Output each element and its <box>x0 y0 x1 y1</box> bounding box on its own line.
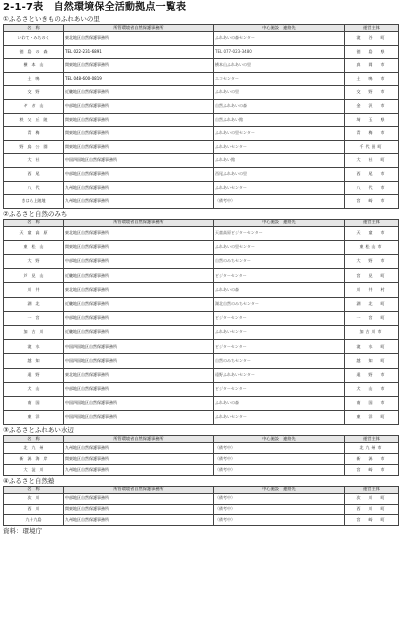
center-cell: 自然のみちセンター <box>214 354 345 368</box>
table-row <box>4 515 399 526</box>
table-row <box>4 127 399 141</box>
table-row <box>4 195 399 209</box>
table-row <box>4 72 399 86</box>
office-cell: 近畿地区自然保護事務所 <box>64 297 214 311</box>
operator-cell: 青 梅 市 <box>345 127 399 141</box>
facility-name-cell: 青 梅 <box>4 127 64 141</box>
office-cell: 中部地区自然保護事務所 <box>64 99 214 113</box>
office-cell: 関東地区自然保護事務所 <box>64 113 214 127</box>
operator-cell: 宮 崎 市 <box>345 195 399 209</box>
facility-name-cell: 交 野 <box>4 86 64 100</box>
office-cell: 近畿地区自然保護事務所 <box>64 269 214 283</box>
operator-cell: 土 鳴 市 <box>345 72 399 86</box>
facility-name-cell: 次 川 <box>4 493 64 504</box>
header-unit: 運営主体 <box>345 486 399 493</box>
operator-cell: 東 洋 町 <box>345 411 399 425</box>
table-row <box>4 454 399 465</box>
header-unit: 運営主体 <box>345 436 399 443</box>
operator-cell: 大 社 町 <box>345 154 399 168</box>
table-row <box>4 340 399 354</box>
center-cell: 西尾ふれあいの里 <box>214 167 345 181</box>
table-row <box>4 297 399 311</box>
facility-name-cell: 加 古 川 <box>4 326 64 340</box>
center-cell: TEL 077-023-3480 <box>214 45 345 59</box>
operator-cell: 八 代 市 <box>345 181 399 195</box>
section-title-2: ②ふるさと自然のみち <box>3 209 68 218</box>
center-cell: （備考中） <box>214 195 345 209</box>
center-cell: ビジターセンター <box>214 311 345 325</box>
operator-cell: 加古川市 <box>345 326 399 340</box>
office-cell: 中部地区自然保護事務所 <box>64 255 214 269</box>
center-cell: ビジターセンター <box>214 269 345 283</box>
table-row <box>4 86 399 100</box>
table-header-row <box>4 486 399 493</box>
facility-name-cell: 西 尾 <box>4 167 64 181</box>
page-title: 2-1-7表 自然環境保全活動拠点一覧表 <box>3 2 187 13</box>
operator-cell: 真 岡 市 <box>345 59 399 73</box>
table-row <box>4 226 399 240</box>
center-cell: 自然のみちセンター <box>214 255 345 269</box>
operator-cell: 川 井 村 <box>345 283 399 297</box>
office-cell: 九州地区自然保護事務所 <box>64 443 214 454</box>
operator-cell: 滝 水 町 <box>345 340 399 354</box>
table-row <box>4 443 399 454</box>
operator-cell: 南 国 市 <box>345 396 399 410</box>
table-row <box>4 167 399 181</box>
center-cell: （備考中） <box>214 515 345 526</box>
operator-cell: 越 知 町 <box>345 354 399 368</box>
operator-cell: 宮 崎 市 <box>345 464 399 475</box>
header-center: 中心施設 連絡先 <box>214 436 345 443</box>
facility-name-cell: 東 洋 <box>4 411 64 425</box>
facility-name-cell: 土 鳴 <box>4 72 64 86</box>
operator-cell: 新 潟 市 <box>345 454 399 465</box>
table-row <box>4 154 399 168</box>
center-cell: ふれあいの里センター <box>214 127 345 141</box>
facility-name-cell: 天 童 高 原 <box>4 226 64 240</box>
table-section-3 <box>3 435 399 475</box>
table-row <box>4 240 399 254</box>
section-title-4: ④ふるさと自然塾 <box>3 476 55 485</box>
operator-cell: 宮 見 町 <box>345 269 399 283</box>
header-office: 所管環境省自然保護事務所 <box>64 219 214 226</box>
operator-cell: 徳 島 県 <box>345 45 399 59</box>
facility-name-cell: 新 潟 海 岸 <box>4 454 64 465</box>
table-row <box>4 464 399 475</box>
office-cell: TEL 048-600-0819 <box>64 72 214 86</box>
office-cell: 九州地区自然保護事務所 <box>64 515 214 526</box>
operator-cell: 金 沢 市 <box>345 99 399 113</box>
office-cell: TEL 022-231-6891 <box>64 45 214 59</box>
operator-cell: 一 宮 町 <box>345 311 399 325</box>
operator-cell: 西 川 町 <box>345 504 399 515</box>
facility-name-cell: 芦 見 山 <box>4 269 64 283</box>
center-cell: 遠野ふれあいセンター <box>214 368 345 382</box>
center-cell: 横本山ふれあいの里 <box>214 59 345 73</box>
facility-name-cell: 大 社 <box>4 154 64 168</box>
facility-name-cell: 東 松 山 <box>4 240 64 254</box>
table-row <box>4 411 399 425</box>
table-row <box>4 255 399 269</box>
header-center: 中心施設 連絡先 <box>214 219 345 226</box>
header-office: 所管環境省自然保護事務所 <box>64 486 214 493</box>
table-row <box>4 504 399 515</box>
operator-cell: 宮 崎 町 <box>345 515 399 526</box>
center-cell: ふれあいの森センター <box>214 32 345 46</box>
office-cell: 九州地区自然保護事務所 <box>64 181 214 195</box>
header-name: 名 称 <box>4 436 64 443</box>
office-cell: 東北地区自然保護事務所 <box>64 226 214 240</box>
center-cell: ふれあいの里センター <box>214 240 345 254</box>
facility-name-cell: 一 宮 <box>4 311 64 325</box>
table-row <box>4 382 399 396</box>
operator-cell: 遠 野 市 <box>345 368 399 382</box>
office-cell: 関東地区自然保護事務所 <box>64 127 214 141</box>
facility-name-cell: きはら上陵地 <box>4 195 64 209</box>
operator-cell: 交 野 市 <box>345 86 399 100</box>
source-note: 資料：環境庁 <box>3 527 42 536</box>
facility-name-cell: 犬 山 <box>4 382 64 396</box>
facility-name-cell: 九十九島 <box>4 515 64 526</box>
table-row <box>4 99 399 113</box>
office-cell: 中国四国地区自然保護事務所 <box>64 396 214 410</box>
header-name: 名 称 <box>4 486 64 493</box>
section-title-3: ③ふるさとふれあい水辺 <box>3 426 74 435</box>
center-cell: （備考中） <box>214 504 345 515</box>
operator-cell: 埼 玉 県 <box>345 113 399 127</box>
table-row <box>4 59 399 73</box>
center-cell: ふれあいセンター <box>214 326 345 340</box>
table-header-row <box>4 219 399 226</box>
operator-cell: 次 川 町 <box>345 493 399 504</box>
center-cell: 天童高原ビジターセンター <box>214 226 345 240</box>
office-cell: 関東地区自然保護事務所 <box>64 59 214 73</box>
table-section-1 <box>3 24 399 209</box>
center-cell: ふれあい館 <box>214 154 345 168</box>
table-row <box>4 396 399 410</box>
table-row <box>4 45 399 59</box>
table-section-4 <box>3 486 399 526</box>
header-unit: 運営主体 <box>345 219 399 226</box>
office-cell: 九州地区自然保護事務所 <box>64 464 214 475</box>
facility-name-cell: 野 鳥 公 園 <box>4 140 64 154</box>
header-name: 名 称 <box>4 219 64 226</box>
operator-cell: 大 野 市 <box>345 255 399 269</box>
table-row <box>4 368 399 382</box>
facility-name-cell: 徳 島 の 森 <box>4 45 64 59</box>
office-cell: 近畿地区自然保護事務所 <box>64 86 214 100</box>
center-cell: ふれあいの里 <box>214 86 345 100</box>
facility-name-cell: 八 代 <box>4 181 64 195</box>
facility-name-cell: ギ ガ 山 <box>4 99 64 113</box>
facility-name-cell: 西 川 <box>4 504 64 515</box>
facility-name-cell: いわて・みちのく <box>4 32 64 46</box>
table-row <box>4 283 399 297</box>
operator-cell: 西 尾 市 <box>345 167 399 181</box>
office-cell: 関東地区自然保護事務所 <box>64 140 214 154</box>
operator-cell: 湖 北 町 <box>345 297 399 311</box>
center-cell: ビジターセンター <box>214 340 345 354</box>
table-row <box>4 493 399 504</box>
office-cell: 近畿地区自然保護事務所 <box>64 326 214 340</box>
header-center: 中心施設 連絡先 <box>214 486 345 493</box>
center-cell: （備考中） <box>214 493 345 504</box>
operator-cell: 東松山市 <box>345 240 399 254</box>
table-header-row <box>4 436 399 443</box>
office-cell: 東北地区自然保護事務所 <box>64 283 214 297</box>
operator-cell: 千代田町 <box>345 140 399 154</box>
facility-name-cell: 川 井 <box>4 283 64 297</box>
table-row <box>4 354 399 368</box>
center-cell: ビジターセンター <box>214 382 345 396</box>
office-cell: 東北地区自然保護事務所 <box>64 368 214 382</box>
header-center: 中心施設 連絡先 <box>214 25 345 32</box>
table-header-row <box>4 25 399 32</box>
table-row <box>4 326 399 340</box>
center-cell: 湖北自然のみちセンター <box>214 297 345 311</box>
header-office: 所管環境省自然保護事務所 <box>64 436 214 443</box>
facility-name-cell: 大 淀 川 <box>4 464 64 475</box>
facility-name-cell: 湖 北 <box>4 297 64 311</box>
section-title-1: ①ふるさといきものふれあいの里 <box>3 15 100 23</box>
facility-name-cell: 北 九 州 <box>4 443 64 454</box>
table-section-2 <box>3 219 399 426</box>
office-cell: 関東地区自然保護事務所 <box>64 504 214 515</box>
center-cell: ふれあいセンター <box>214 411 345 425</box>
facility-name-cell: 大 野 <box>4 255 64 269</box>
table-row <box>4 113 399 127</box>
facility-name-cell: 越 知 <box>4 354 64 368</box>
center-cell: （備考中） <box>214 443 345 454</box>
office-cell: 中部地区自然保護事務所 <box>64 167 214 181</box>
center-cell: （備考中） <box>214 464 345 475</box>
operator-cell: 犬 山 市 <box>345 382 399 396</box>
facility-name-cell: 遠 野 <box>4 368 64 382</box>
office-cell: 中国四国地区自然保護事務所 <box>64 411 214 425</box>
center-cell: 自然ふれあいの森 <box>214 99 345 113</box>
center-cell: ふれあいセンター <box>214 140 345 154</box>
office-cell: 東北地区自然保護事務所 <box>64 32 214 46</box>
operator-cell: 北九州市 <box>345 443 399 454</box>
office-cell: 中国四国地区自然保護事務所 <box>64 354 214 368</box>
operator-cell: 滝 谷 町 <box>345 32 399 46</box>
office-cell: 中部地区自然保護事務所 <box>64 382 214 396</box>
header-office: 所管環境省自然保護事務所 <box>64 25 214 32</box>
header-unit: 運営主体 <box>345 25 399 32</box>
office-cell: 関東地区自然保護事務所 <box>64 240 214 254</box>
center-cell: 自然ふれあい館 <box>214 113 345 127</box>
table-row <box>4 140 399 154</box>
center-cell: ふれあいの森 <box>214 396 345 410</box>
operator-cell: 天 童 市 <box>345 226 399 240</box>
office-cell: 中国四国地区自然保護事務所 <box>64 340 214 354</box>
center-cell: エコセンター <box>214 72 345 86</box>
table-row <box>4 269 399 283</box>
office-cell: 中部地区自然保護事務所 <box>64 311 214 325</box>
center-cell: ふれあいセンター <box>214 181 345 195</box>
table-row <box>4 32 399 46</box>
header-name: 名 称 <box>4 25 64 32</box>
office-cell: 関東地区自然保護事務所 <box>64 454 214 465</box>
facility-name-cell: 秩 父 丘 陵 <box>4 113 64 127</box>
center-cell: ふれあいの森 <box>214 283 345 297</box>
center-cell: （備考中） <box>214 454 345 465</box>
office-cell: 中部地区自然保護事務所 <box>64 493 214 504</box>
facility-name-cell: 横 本 山 <box>4 59 64 73</box>
office-cell: 中国四国地区自然保護事務所 <box>64 154 214 168</box>
facility-name-cell: 滝 水 <box>4 340 64 354</box>
table-row <box>4 181 399 195</box>
facility-name-cell: 南 国 <box>4 396 64 410</box>
office-cell: 九州地区自然保護事務所 <box>64 195 214 209</box>
table-row <box>4 311 399 325</box>
